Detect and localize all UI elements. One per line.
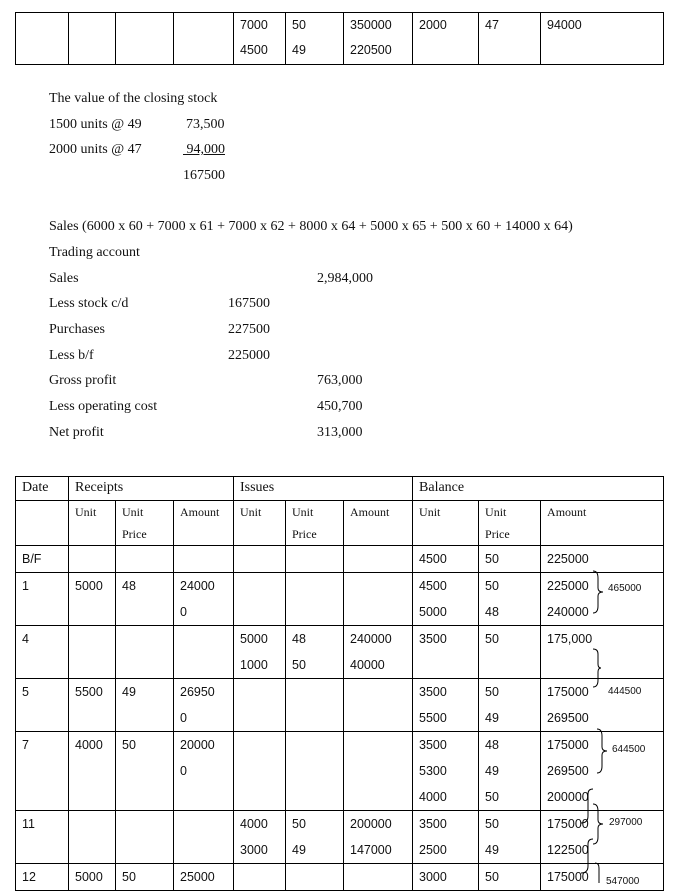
- ledger-cell-r-unit: [69, 811, 116, 864]
- top-cell: [69, 13, 116, 65]
- ledger-cell-date: 5: [16, 679, 69, 732]
- trading-value: 2,984,000: [317, 271, 373, 286]
- ledger-cell-r-unit: 4000: [69, 732, 116, 811]
- trading-value: 227500: [228, 322, 270, 337]
- ledger-cell-i-unit: [234, 864, 286, 891]
- table-row: [16, 573, 664, 626]
- closing-stock-title: The value of the closing stock: [49, 91, 218, 106]
- ledger-cell-b-price: 50: [479, 546, 541, 573]
- top-cell: 94000: [541, 13, 664, 65]
- ledger-cell-r-price: 50: [116, 864, 174, 891]
- ledger-cell-r-price: [116, 546, 174, 573]
- brace-icon: [594, 862, 604, 884]
- ledger-cell-b-amt: 175000 269500: [541, 679, 664, 732]
- ledger-cell-b-amt: 225000: [541, 546, 664, 573]
- trading-label: Less b/f: [49, 348, 94, 363]
- brace-icon: [596, 728, 608, 774]
- ledger-cell-b-price: 48 49 50: [479, 732, 541, 811]
- trading-value: 450,700: [317, 399, 363, 414]
- top-cell: 7000 4500: [234, 13, 286, 65]
- ledger-cell-r-amt: 20000 0: [174, 732, 234, 811]
- trading-label: Gross profit: [49, 373, 117, 388]
- ledger-cell-i-unit: 5000 1000: [234, 626, 286, 679]
- top-cell: 47: [479, 13, 541, 65]
- ledger-cell-i-price: 48 50: [286, 626, 344, 679]
- top-cell: [174, 13, 234, 65]
- table-row: [16, 679, 664, 732]
- ledger-cell-date: 12: [16, 864, 69, 891]
- trading-label: Net profit: [49, 425, 104, 440]
- trading-account-title: Trading account: [49, 245, 140, 260]
- subheader-unit-price: Unit Price: [116, 501, 174, 546]
- top-cell: 350000 220500: [344, 13, 413, 65]
- table-row: [16, 732, 664, 811]
- stock-ledger-table: [15, 476, 664, 891]
- ledger-cell-date: 11: [16, 811, 69, 864]
- brace-icon: [592, 570, 604, 614]
- ledger-cell-b-unit: 4500 5000: [413, 573, 479, 626]
- ledger-cell-r-price: 48: [116, 573, 174, 626]
- trading-value: 167500: [228, 296, 270, 311]
- ledger-cell-b-amt: 175000 269500 200000: [541, 732, 664, 811]
- ledger-cell-i-amt: [344, 679, 413, 732]
- ledger-cell-r-amt: [174, 811, 234, 864]
- ledger-cell-i-amt: [344, 546, 413, 573]
- ledger-cell-b-price: 50: [479, 864, 541, 891]
- closing-stock-value: 94,000: [186, 142, 225, 157]
- ledger-cell-b-unit: 3500 5500: [413, 679, 479, 732]
- ledger-cell-r-price: 49: [116, 679, 174, 732]
- trading-value: 225000: [228, 348, 270, 363]
- trading-value: 763,000: [317, 373, 363, 388]
- ledger-cell-i-unit: [234, 679, 286, 732]
- header-receipts: Receipts: [69, 477, 234, 501]
- brace-icon: [580, 838, 594, 874]
- ledger-cell-i-amt: 200000 147000: [344, 811, 413, 864]
- brace-note: 547000: [606, 876, 640, 887]
- ledger-cell-r-price: [116, 811, 174, 864]
- ledger-cell-r-amt: [174, 626, 234, 679]
- ledger-cell-b-amt: 175000 122500: [541, 811, 664, 864]
- ledger-cell-i-unit: [234, 573, 286, 626]
- subheader-amount: Amount: [174, 501, 234, 546]
- ledger-cell-b-unit: 3500 5300 4000: [413, 732, 479, 811]
- trading-label: Less operating cost: [49, 399, 158, 414]
- ledger-cell-date: 1: [16, 573, 69, 626]
- closing-stock-total: 167500: [183, 168, 225, 183]
- ledger-cell-r-unit: 5000: [69, 864, 116, 891]
- subheader-unit-price: Unit Price: [286, 501, 344, 546]
- subheader-amount: Amount: [344, 501, 413, 546]
- table-row: [16, 626, 664, 679]
- ledger-cell-date: 7: [16, 732, 69, 811]
- ledger-cell-i-price: [286, 546, 344, 573]
- subheader-empty: [16, 501, 69, 546]
- brace-note: 465000: [608, 583, 642, 594]
- brace-note: 644500: [612, 744, 646, 755]
- ledger-cell-i-amt: [344, 573, 413, 626]
- ledger-cell-b-unit: 3500: [413, 626, 479, 679]
- ledger-cell-i-price: [286, 732, 344, 811]
- ledger-cell-r-amt: [174, 546, 234, 573]
- subheader-unit-price: Unit Price: [479, 501, 541, 546]
- ledger-cell-r-unit: 5500: [69, 679, 116, 732]
- brace-note: 297000: [609, 817, 643, 828]
- ledger-cell-i-unit: [234, 546, 286, 573]
- ledger-cell-b-unit: 3000: [413, 864, 479, 891]
- ledger-cell-b-amt: 225000 240000: [541, 573, 664, 626]
- ledger-cell-date: B/F: [16, 546, 69, 573]
- header-balance: Balance: [413, 477, 664, 501]
- ledger-cell-r-amt: 24000 0: [174, 573, 234, 626]
- subheader-unit: Unit: [413, 501, 479, 546]
- ledger-cell-b-unit: 4500: [413, 546, 479, 573]
- trading-label: Less stock c/d: [49, 296, 129, 311]
- ledger-cell-b-price: 50 49: [479, 679, 541, 732]
- top-cell: [116, 13, 174, 65]
- top-cell: 2000: [413, 13, 479, 65]
- table-row: [16, 546, 664, 573]
- ledger-cell-b-price: 50: [479, 626, 541, 679]
- subheader-unit: Unit: [234, 501, 286, 546]
- ledger-cell-b-unit: 3500 2500: [413, 811, 479, 864]
- ledger-cell-i-amt: [344, 732, 413, 811]
- ledger-cell-b-price: 50 49: [479, 811, 541, 864]
- sales-formula: Sales (6000 x 60 + 7000 x 61 + 7000 x 62 + 8000 x 64 + 5000 x 65 + 500 x 60 + 14000 x 64): [49, 219, 573, 234]
- ledger-cell-r-amt: 26950 0: [174, 679, 234, 732]
- brace-note: 444500: [608, 686, 642, 697]
- ledger-cell-i-amt: 240000 40000: [344, 626, 413, 679]
- top-stock-table: [15, 12, 664, 65]
- top-cell: [16, 13, 69, 65]
- table-row: [16, 864, 664, 891]
- ledger-cell-r-amt: 25000: [174, 864, 234, 891]
- ledger-cell-b-amt: 175000: [541, 864, 664, 891]
- table-row: [16, 811, 664, 864]
- ledger-cell-i-price: [286, 679, 344, 732]
- subheader-unit: Unit: [69, 501, 116, 546]
- top-cell: 50 49: [286, 13, 344, 65]
- ledger-cell-r-unit: [69, 626, 116, 679]
- header-date: Date: [16, 477, 69, 501]
- ledger-cell-r-unit: 5000: [69, 573, 116, 626]
- ledger-cell-r-price: [116, 626, 174, 679]
- ledger-cell-date: 4: [16, 626, 69, 679]
- ledger-cell-r-unit: [69, 546, 116, 573]
- ledger-cell-i-amt: [344, 864, 413, 891]
- closing-stock-label: 1500 units @ 49: [49, 117, 142, 132]
- subheader-amount: Amount: [541, 501, 664, 546]
- ledger-cell-i-unit: [234, 732, 286, 811]
- trading-label: Sales: [49, 271, 79, 286]
- closing-stock-label: 2000 units @ 47: [49, 142, 142, 157]
- ledger-cell-i-unit: 4000 3000: [234, 811, 286, 864]
- ledger-cell-r-price: 50: [116, 732, 174, 811]
- ledger-cell-i-price: [286, 573, 344, 626]
- header-issues: Issues: [234, 477, 413, 501]
- trading-label: Purchases: [49, 322, 105, 337]
- ledger-cell-b-amt: 175,000: [541, 626, 664, 679]
- ledger-cell-i-price: [286, 864, 344, 891]
- ledger-cell-i-price: 50 49: [286, 811, 344, 864]
- ledger-cell-b-price: 50 48: [479, 573, 541, 626]
- brace-icon: [592, 648, 604, 688]
- closing-stock-value: 73,500: [186, 117, 225, 132]
- trading-value: 313,000: [317, 425, 363, 440]
